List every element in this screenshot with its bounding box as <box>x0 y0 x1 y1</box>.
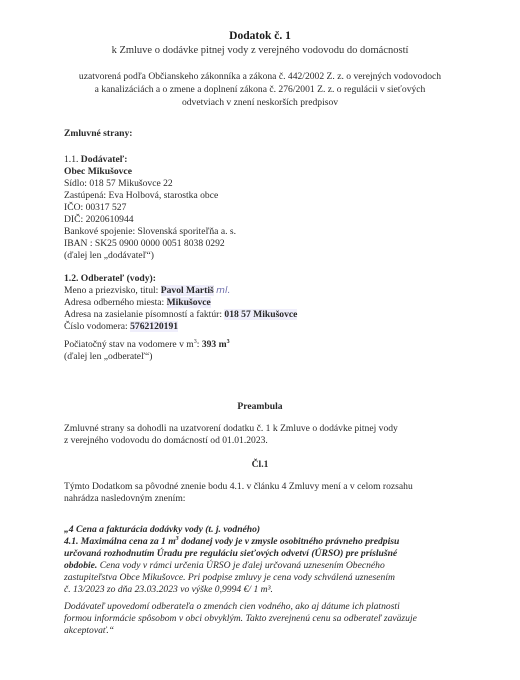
handwritten-suffix: ml. <box>216 286 231 296</box>
supplier-name: Obec Mikušovce <box>64 166 132 177</box>
customer-mail-label: Adresa na zasielanie písomností a faktúr: <box>64 309 225 320</box>
supplier-iban: IBAN : SK25 0900 0000 0051 8038 0292 <box>64 238 225 249</box>
customer-initial-value: 393 m <box>201 339 227 351</box>
document-subtitle: k Zmluve o dodávke pitnej vody z verejného vodovodu do domácností <box>111 45 409 56</box>
customer-meter-row <box>64 321 178 332</box>
customer-initial-label-sup: 3 <box>193 339 197 345</box>
customer-name-label: Meno a priezvisko, titul: <box>64 285 161 296</box>
quote-line-1-rest: dodanej vody je v zmysle osobitného právneho predpisu <box>178 536 400 548</box>
quote-line-4: zastupiteľstva Obce Mikušovce. Pri podpise zmluvy je cena vody schválená uznesením <box>64 572 395 583</box>
quote-heading: „4 Cena a fakturácia dodávky vody (t. j. vodného) <box>64 524 261 535</box>
quote-line-1-bold: 4.1. Maximálna cena za 1 m <box>64 536 176 548</box>
quote-line-2: určovaná rozhodnutím Úradu pre reguláciu sieťových odvetví (ÚRSO) pre príslušné <box>64 548 398 559</box>
customer-meter-label: Číslo vodomera: <box>64 321 131 332</box>
quote-line-1 <box>64 536 399 547</box>
customer-initial-row <box>64 339 230 350</box>
customer-alias: (ďalej len „odberateľ“) <box>64 351 153 362</box>
customer-address-label: Adresa odberného miesta: <box>64 297 167 308</box>
customer-initial-label: Počiatočný stav na vodomere v m <box>64 339 194 351</box>
quote-line-3-bold: obdobie. <box>64 560 98 571</box>
supplier-ico: IČO: 00317 527 <box>64 202 127 213</box>
supplier-heading-label: Dodávateľ: <box>80 154 128 165</box>
article-line-1: Týmto Dodatkom sa pôvodné znenie bodu 4.1. v článku 4 Zmluvy mení a v celom rozsahu <box>64 481 413 492</box>
customer-initial-value-sup: 3 <box>226 339 230 345</box>
supplier-bank: Bankové spojenie: Slovenská sporiteľňa a. s. <box>64 226 237 237</box>
quote-line-3 <box>64 560 385 571</box>
quote-line-6: Dodávateľ upovedomí odberateľa o zmenách cien vodného, ako aj dátume ich platnosti <box>64 601 400 612</box>
supplier-heading <box>64 154 127 165</box>
supplier-alias: (ďalej len „dodávateľ“) <box>64 250 154 261</box>
customer-name-value: Pavol Martiš <box>160 285 214 296</box>
customer-meter-value: 5762120191 <box>130 321 179 332</box>
preamble-line-1: Zmluvné strany sa dohodli na uzatvorení dodatku č. 1 k Zmluve o dodávke pitnej vody <box>64 423 398 434</box>
supplier-dic: DIČ: 2020610944 <box>64 214 134 225</box>
intro-line-1: uzatvorená podľa Občianskeho zákonníka a zákona č. 442/2002 Z. z. o verejných vodovodoch <box>78 71 442 82</box>
customer-mail-row <box>64 309 297 320</box>
preamble-heading: Preambula <box>237 401 283 412</box>
supplier-heading-num: 1.1. <box>64 154 79 165</box>
customer-initial-colon: : <box>196 339 202 351</box>
article-line-2: nahrádza nasledovným znením: <box>64 493 186 504</box>
supplier-seat: Sídlo: 018 57 Mikušovce 22 <box>64 178 173 189</box>
customer-mail-value: 018 57 Mikušovce <box>224 309 298 320</box>
article-heading: Čl.1 <box>251 459 269 470</box>
customer-address-value: Mikušovce <box>166 297 211 308</box>
customer-heading: 1.2. Odberateľ (vody): <box>64 273 156 284</box>
quote-line-8: akceptovať.“ <box>64 625 115 636</box>
supplier-representative: Zastúpená: Eva Holbová, starostka obce <box>64 190 219 201</box>
quote-line-5: č. 13/2023 zo dňa 23.03.2023 vo výške 0,9994 €/ 1 m³. <box>64 584 273 595</box>
parties-heading: Zmluvné strany: <box>64 128 133 139</box>
customer-address-row <box>64 297 211 308</box>
document-title: Dodatok č. 1 <box>229 30 291 42</box>
quote-line-3-rest: Cena vody v rámci určenia ÚRSO je ďalej určovaná uznesením Obecného <box>97 560 385 571</box>
quote-line-7: formou informácie spôsobom v obci obvyklým. Takto zverejnenú cenu sa odberateľ zaväzuje <box>64 613 417 624</box>
customer-name-row <box>64 285 230 296</box>
preamble-line-2: z verejného vodovodu do domácností od 01.01.2023. <box>64 435 268 446</box>
intro-line-3: odvetviach v znení neskorších predpisov <box>181 97 339 108</box>
intro-line-2: a kanalizáciách a o zmene a doplnení zákona č. 276/2001 Z. z. o regulácii v sieťových <box>94 84 426 95</box>
quote-line-1-sup: 3 <box>175 536 179 542</box>
